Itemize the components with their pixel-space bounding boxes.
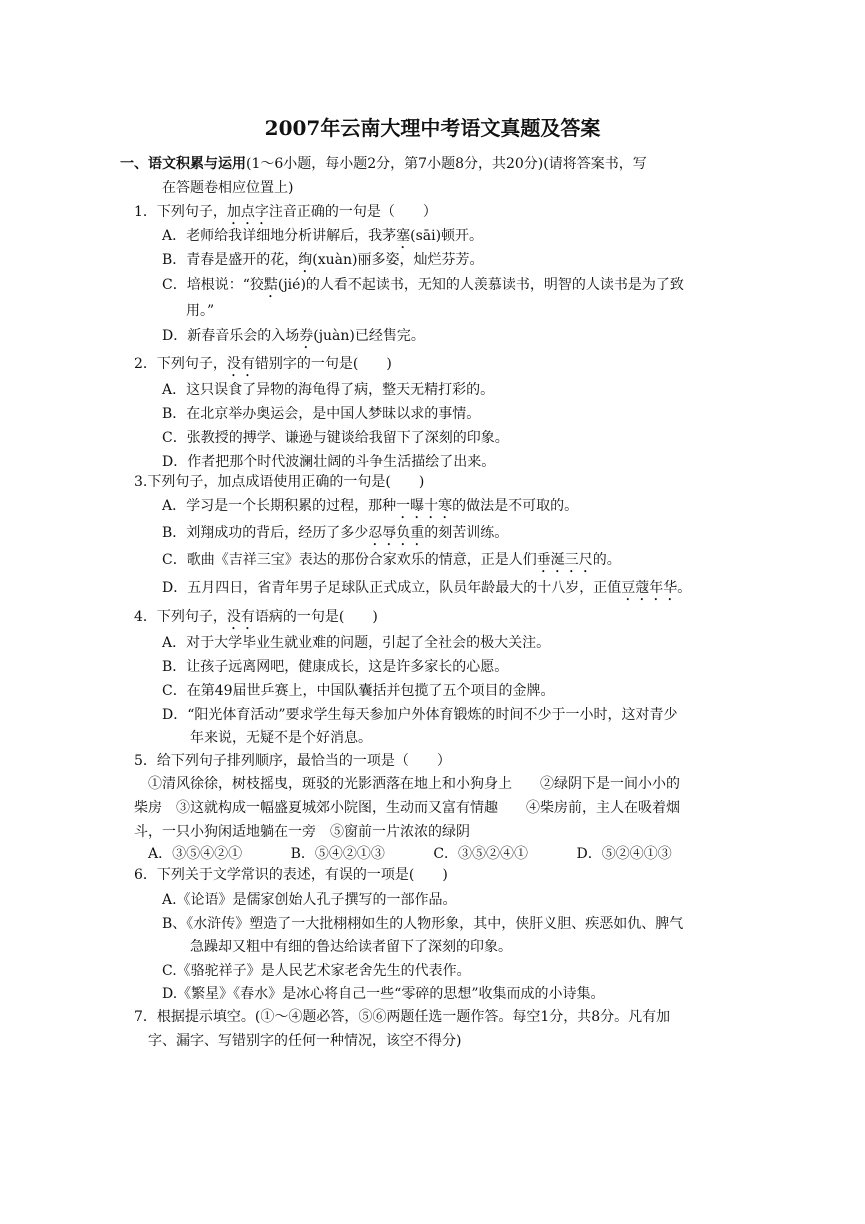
q3-b-post: 的刻苦训练。	[424, 525, 509, 541]
q3-option-a	[162, 494, 578, 522]
q1-b-post: (xuàn)丽多姿，灿烂芬芳。	[312, 252, 484, 268]
q1-stem-pre: 1．下列句子，	[134, 204, 227, 220]
q3-d-post: 。	[677, 580, 692, 596]
q6-option-c: C.《骆驼祥子》是人民艺术家老舍先生的代表作。	[162, 963, 471, 979]
q1-b-dot: 绚	[298, 252, 313, 268]
section-heading	[120, 152, 647, 176]
q5-option-c: C．③⑤②④①	[433, 846, 529, 862]
q5-option-d: D．⑤②④①③	[576, 846, 672, 862]
q1-option-c-cont: 用。”	[186, 303, 215, 319]
q4-option-d: D．“阳光体育活动”要求学生每天参加户外体育锻炼的时间不少于一小时，这对青少	[162, 707, 678, 723]
q4-stem-dot: 没有	[226, 609, 255, 625]
q1-option-c	[162, 273, 684, 301]
q1-stem-dot: 加点字	[226, 204, 269, 220]
q7-line-2: 字、漏字、写错别字的任何一种情况，该空不得分)	[148, 1033, 462, 1049]
q2-option-a: A．这只误食了异物的海龟得了病，整天无精打彩的。	[162, 382, 495, 398]
section-heading-bold: 一、语文积累与运用	[120, 156, 246, 172]
q1-option-b	[162, 248, 484, 276]
q3-option-c	[162, 548, 621, 576]
q3-option-b	[162, 521, 508, 549]
q3-d-dot: 豆蔻年华	[621, 580, 678, 596]
q6-option-a: A.《论语》是儒家创始人孔子撰写的一部作品。	[162, 892, 457, 908]
q1-d-post: (juàn)已经售完。	[313, 328, 425, 344]
q7-line-1: 7．根据提示填空。(①～④题必答，⑤⑥两题任选一题作答。每空1分，共8分。凡有加	[134, 1009, 671, 1025]
q3-d-pre: D．五月四日，省青年男子足球队正式成立，队员年龄最大的十八岁，正值	[162, 580, 622, 596]
q3-a-pre: A．学习是一个长期积累的过程，那种	[162, 498, 397, 514]
section-heading-rest: (1～6小题，每小题2分，第7小题8分，共20分)(请将答案书，写	[246, 156, 647, 172]
q6-stem: 6．下列关于文学常识的表述，有误的一项是( )	[134, 867, 448, 883]
q1-a-pre: A．老师给我详细地分析讲解后，我茅	[162, 228, 397, 244]
q4-option-c: C．在第49届世乒赛上，中国队囊括并包揽了五个项目的金牌。	[162, 683, 555, 699]
q3-c-post: 的。	[592, 552, 621, 568]
q4-stem-pre: 4．下列句子，	[134, 609, 227, 625]
q6-option-b-cont: 急躁却又粗中有细的鲁达给读者留下了深刻的印象。	[190, 939, 512, 955]
q6-option-b: B、《水浒传》塑造了一大批栩栩如生的人物形象，其中，侠肝义胆、疾恶如仇、脾气	[162, 916, 684, 932]
q1-a-dot: 塞	[396, 228, 411, 244]
q5-line-3: 斗，一只小狗闲适地躺在一旁 ⑤窗前一片浓浓的绿阴	[134, 824, 470, 840]
q1-stem-post: 注音正确的一句是（ ）	[268, 204, 437, 220]
q1-c-pre: C．培根说：“狡	[162, 277, 264, 293]
q4-option-b: B．让孩子远离网吧，健康成长，这是许多家长的心愿。	[162, 659, 509, 675]
q1-c-post: (jié)的人看不起读书，无知的人羡慕读书，明智的人读书是为了致	[277, 277, 684, 293]
q6-option-d: D.《繁星》《春水》是冰心将自己一些“零碎的思想”收集而成的小诗集。	[162, 986, 605, 1002]
q5-line-2: 柴房 ③这就构成一幅盛夏城郊小院图，生动而又富有情趣 ④柴房前，主人在吸着烟	[134, 800, 680, 816]
q1-a-post: (sāi)顿开。	[410, 228, 484, 244]
q3-b-dot: 忍辱负重	[368, 525, 425, 541]
q5-option-a: A．③⑤④②①	[148, 846, 243, 862]
q1-c-dot: 黠	[263, 277, 278, 293]
q3-c-pre: C．歌曲《吉祥三宝》表达的那份合家欢乐的情意，正是人们	[162, 552, 537, 568]
q1-d-pre: D．新春音乐会的入场	[162, 328, 300, 344]
q5-option-b: B．⑤④②①③	[290, 846, 385, 862]
q2-option-b: B．在北京举办奥运会，是中国人梦昧以求的事情。	[162, 406, 481, 422]
q4-option-d-cont: 年来说，无疑不是个好消息。	[190, 730, 372, 746]
q1-option-d	[162, 324, 425, 352]
q4-stem-post: 语病的一句是( )	[254, 609, 378, 625]
q3-option-d	[162, 576, 691, 604]
q3-a-dot: 一曝十寒	[396, 498, 453, 514]
q3-c-dot: 垂涎三尺	[536, 552, 593, 568]
q4-option-a: A．对于大学毕业生就业难的问题，引起了全社会的极大关注。	[162, 635, 551, 651]
q1-b-pre: B．青春是盛开的花，	[162, 252, 299, 268]
page-title: 2007年云南大理中考语文真题及答案	[264, 116, 601, 140]
section-heading-cont: 在答题卷相应位置上)	[162, 180, 294, 196]
q3-a-post: 的做法是不可取的。	[452, 498, 579, 514]
q2-stem-pre: 2．下列句子，	[134, 356, 227, 372]
q5-line-1: ①清风徐徐，树枝摇曳，斑驳的光影洒落在地上和小狗身上 ②绿阴下是一间小小的	[148, 776, 680, 792]
q4-stem	[134, 605, 378, 633]
q3-b-pre: B．刘翔成功的背后，经历了多少	[162, 525, 369, 541]
q3-stem: 3.下列句子，加点成语使用正确的一句是( )	[134, 474, 425, 490]
q2-stem-post: 错别字的一句是( )	[254, 356, 392, 372]
q1-d-dot: 券	[299, 328, 314, 344]
q2-stem-dot: 没有	[226, 356, 255, 372]
q2-option-d: D．作者把那个时代波澜壮阔的斗争生活描绘了出来。	[162, 454, 496, 470]
q2-option-c: C．张教授的搏学、谦逊与键谈给我留下了深刻的印象。	[162, 430, 509, 446]
q2-stem	[134, 352, 392, 380]
q5-stem: 5．给下列句子排列顺序，最恰当的一项是（ ）	[134, 753, 451, 769]
